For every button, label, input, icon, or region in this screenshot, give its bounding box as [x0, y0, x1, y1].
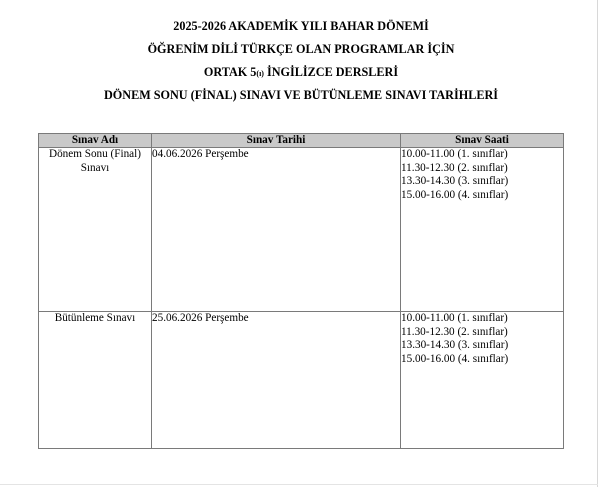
exam-date-cell: 04.06.2026 Perşembe: [152, 148, 401, 312]
exam-time-cell: [401, 148, 564, 312]
heading-programs: ÖĞRENİM DİLİ TÜRKÇE OLAN PROGRAMLAR İÇİN: [147, 42, 455, 56]
column-header-exam-time: Sınav Saati: [401, 134, 564, 148]
heading-common-courses-main: ORTAK 5: [203, 65, 257, 79]
heading-exam-dates: DÖNEM SONU (FİNAL) SINAVI VE BÜTÜNLEME SINAVI TARİHLERİ: [103, 88, 499, 102]
exam-time-slot: 11.30-12.30 (2. sınıflar): [401, 161, 508, 174]
heading-common-courses: [0, 65, 602, 81]
page-edge-bottom: [0, 484, 598, 485]
column-header-exam-name: Sınav Adı: [39, 134, 152, 148]
exam-name-cell: Dönem Sonu (Final) Sınavı: [39, 148, 152, 312]
exam-time-slot: 11.30-12.30 (2. sınıflar): [401, 325, 508, 338]
exam-date-cell: 25.06.2026 Perşembe: [152, 312, 401, 449]
heading-common-courses-rest: İNGİLİZCE DERSLERİ: [263, 65, 399, 79]
table-header-row: [39, 134, 564, 148]
exam-time-slot: 15.00-16.00 (4. sınıflar): [401, 188, 509, 201]
table-row-makeup-exam: [39, 312, 564, 449]
exam-schedule-table: [38, 133, 564, 449]
table-row-final-exam: [39, 148, 564, 312]
exam-time-slot: 15.00-16.00 (4. sınıflar): [401, 352, 509, 365]
exam-time-slot: 13.30-14.30 (3. sınıflar): [401, 339, 509, 352]
heading-common-courses-sub: (ı): [256, 69, 264, 78]
column-header-exam-date: Sınav Tarihi: [152, 134, 401, 148]
exam-time-slot: 10.00-11.00 (1. sınıflar): [401, 148, 508, 160]
exam-time-slot: 13.30-14.30 (3. sınıflar): [401, 175, 509, 188]
exam-time-slot: 10.00-11.00 (1. sınıflar): [401, 312, 508, 324]
exam-name-cell: Bütünleme Sınavı: [39, 312, 152, 449]
heading-academic-year: 2025-2026 AKADEMİK YILI BAHAR DÖNEMİ: [173, 19, 429, 33]
exam-time-cell: [401, 312, 564, 449]
